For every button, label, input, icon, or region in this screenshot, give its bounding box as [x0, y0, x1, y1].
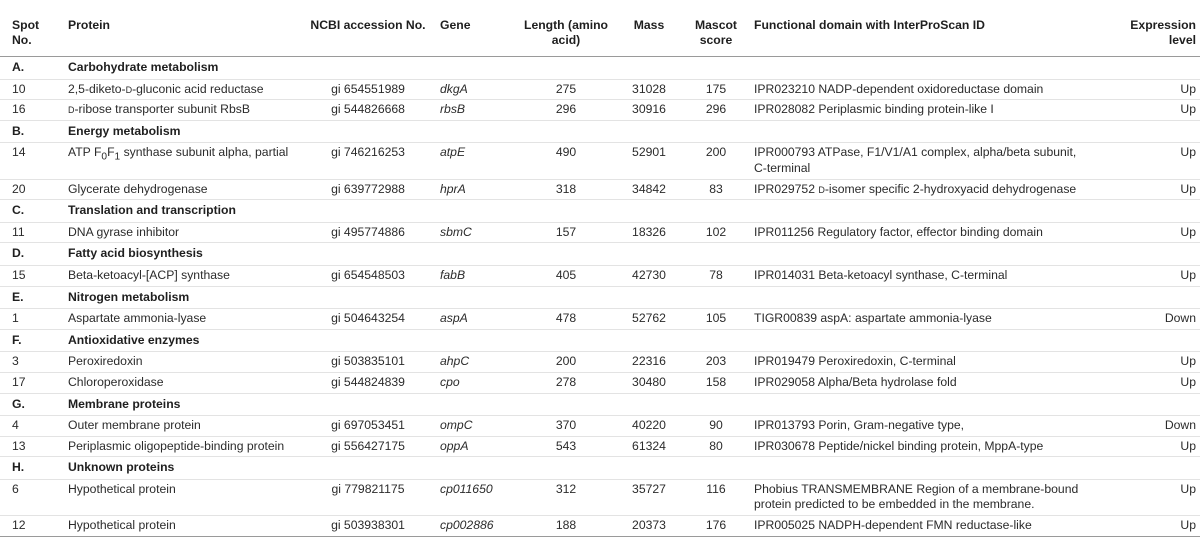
table-row — [0, 516, 1200, 537]
protein-text: Hypothetical protein — [68, 481, 176, 496]
cell-spot: 17 — [12, 374, 26, 389]
cell-gene — [436, 79, 516, 100]
cell-mass: 42730 — [632, 267, 666, 282]
gene-name: rbsB — [440, 102, 466, 117]
table-row — [0, 100, 1200, 121]
protein-text: Beta-ketoacyl-[ACP] synthase — [68, 267, 230, 282]
cell-ncbi: gi 503835101 — [331, 354, 405, 369]
cell-mascot: 102 — [705, 224, 727, 239]
gene-name: oppA — [440, 438, 469, 453]
cell-domain — [750, 265, 1110, 286]
cell-length: 312 — [555, 481, 577, 496]
cell-mascot: 296 — [705, 102, 727, 117]
cell-ncbi: gi 746216253 — [331, 145, 405, 160]
gene-name: atpE — [440, 145, 466, 160]
group-letter: A. — [12, 60, 25, 74]
cell-domain — [750, 516, 1110, 537]
cell-length: 275 — [555, 81, 577, 96]
table-row — [0, 309, 1200, 330]
group-letter: D. — [12, 246, 25, 261]
table-row — [0, 416, 1200, 437]
cell-ncbi: gi 654548503 — [331, 267, 405, 282]
cell-mascot: 116 — [706, 481, 726, 496]
protein-table — [0, 8, 1200, 537]
cell-length: 478 — [555, 311, 577, 326]
gene-name: ompC — [440, 418, 473, 433]
cell-ncbi: gi 779821175 — [331, 481, 405, 496]
cell-domain — [750, 436, 1110, 457]
table-row — [0, 265, 1200, 286]
group-letter: E. — [12, 289, 24, 304]
header-gene: Gene — [440, 18, 471, 32]
cell-spot: 16 — [12, 102, 26, 117]
protein-text: Outer membrane protein — [68, 418, 201, 433]
cell-mascot: 90 — [709, 418, 723, 433]
protein-text: DNA gyrase inhibitor — [68, 224, 180, 239]
cell-expression: Down — [1164, 418, 1196, 433]
cell-domain — [750, 309, 1110, 330]
group-row — [0, 200, 1200, 223]
cell-domain — [750, 222, 1110, 243]
group-row — [0, 393, 1200, 416]
cell-domain — [750, 100, 1110, 121]
protein-text: Glycerate dehydrogenase — [68, 181, 208, 196]
group-letter: C. — [12, 203, 25, 218]
cell-ncbi: gi 697053451 — [331, 418, 405, 433]
domain-text: IPR014031 Beta-ketoacyl synthase, C-terminal — [754, 267, 1008, 282]
group-row — [0, 57, 1200, 80]
group-row — [0, 286, 1200, 309]
cell-expression: Up — [1180, 181, 1196, 196]
domain-text: IPR030678 Peptide/nickel binding protein, MppA-type — [754, 438, 1044, 453]
cell-mass: 31028 — [632, 81, 666, 96]
cell-expression: Up — [1180, 267, 1196, 282]
cell-mass: 18326 — [632, 224, 666, 239]
group-name: Antioxidative enzymes — [68, 332, 200, 347]
cell-protein — [64, 479, 300, 515]
cell-spot: 10 — [12, 81, 26, 96]
protein-text: -gluconic acid reductase — [132, 81, 264, 96]
cell-gene — [436, 352, 516, 373]
group-name: Membrane proteins — [68, 396, 181, 411]
cell-gene — [436, 416, 516, 437]
cell-length: 490 — [555, 145, 577, 160]
cell-gene — [436, 179, 516, 200]
domain-text: IPR029058 Alpha/Beta hydrolase fold — [754, 374, 957, 389]
cell-ncbi: gi 544826668 — [331, 102, 405, 117]
cell-mass: 30480 — [632, 374, 666, 389]
cell-mascot: 78 — [709, 267, 723, 282]
table-row — [0, 79, 1200, 100]
protein-text: 2,5-diketo- — [68, 81, 126, 96]
protein-text: Hypothetical protein — [68, 518, 176, 533]
cell-expression: Up — [1180, 224, 1196, 239]
cell-length: 188 — [555, 518, 577, 533]
cell-spot: 11 — [12, 224, 25, 239]
cell-ncbi: gi 503938301 — [331, 518, 405, 533]
table-row — [0, 179, 1200, 200]
group-row — [0, 120, 1200, 143]
cell-mass: 34842 — [632, 181, 666, 196]
group-row — [0, 243, 1200, 266]
cell-length: 405 — [555, 267, 577, 282]
cell-protein — [64, 372, 300, 393]
protein-text: Aspartate ammonia-lyase — [68, 311, 207, 326]
cell-mascot: 158 — [705, 374, 727, 389]
table-row — [0, 479, 1200, 515]
group-name: Translation and transcription — [68, 203, 236, 218]
group-name: Energy metabolism — [68, 123, 181, 138]
cell-protein — [64, 416, 300, 437]
domain-text: Phobius TRANSMEMBRANE Region of a membrane-bound — [754, 481, 1079, 496]
cell-length: 200 — [555, 354, 577, 369]
gene-name: aspA — [440, 311, 468, 326]
table-row — [0, 436, 1200, 457]
group-row — [0, 329, 1200, 352]
cell-spot: 14 — [12, 145, 26, 160]
cell-length: 157 — [555, 224, 577, 239]
protein-text: -ribose transporter subunit RbsB — [74, 102, 250, 117]
header-row — [0, 8, 1200, 57]
cell-domain — [750, 372, 1110, 393]
protein-text: Periplasmic oligopeptide-binding protein — [68, 438, 285, 453]
group-letter: B. — [12, 123, 25, 138]
cell-mass: 22316 — [632, 354, 666, 369]
domain-text: IPR000793 ATPase, F1/V1/A1 complex, alpha/beta subunit, — [754, 145, 1077, 160]
cell-mass: 40220 — [632, 418, 666, 433]
cell-protein — [64, 436, 300, 457]
cell-protein — [64, 352, 300, 373]
cell-ncbi: gi 654551989 — [331, 81, 405, 96]
cell-mascot: 175 — [705, 81, 727, 96]
group-row — [0, 457, 1200, 480]
header-ncbi: NCBI accession No. — [310, 18, 426, 32]
gene-name: cp002886 — [440, 518, 494, 533]
cell-domain — [750, 79, 1110, 100]
cell-ncbi: gi 544824839 — [331, 374, 405, 389]
gene-name: fabB — [440, 267, 466, 282]
group-name: Fatty acid biosynthesis — [68, 246, 203, 261]
protein-text: ATP F — [68, 145, 102, 160]
cell-mascot: 200 — [705, 145, 727, 160]
domain-text-line2: protein predicted to be embedded in the membrane. — [754, 497, 1035, 512]
domain-text: IPR023210 NADP-dependent oxidoreductase domain — [754, 81, 1044, 96]
header-spot: Spot No. — [12, 18, 40, 47]
protein-text: synthase subunit alpha, partial — [120, 145, 289, 160]
cell-expression: Up — [1180, 145, 1196, 160]
table-row — [0, 222, 1200, 243]
protein-smallcaps: d — [68, 102, 75, 117]
header-protein: Protein — [68, 18, 110, 32]
cell-length: 370 — [555, 418, 577, 433]
cell-mascot: 83 — [709, 181, 723, 196]
cell-length: 296 — [555, 102, 577, 117]
cell-protein — [64, 516, 300, 537]
cell-mass: 52901 — [632, 145, 666, 160]
domain-text: -isomer specific 2-hydroxyacid dehydrogenase — [824, 181, 1077, 196]
cell-mascot: 80 — [709, 438, 723, 453]
cell-ncbi: gi 504643254 — [331, 311, 405, 326]
protein-text: F — [107, 145, 115, 160]
cell-protein — [64, 79, 300, 100]
domain-smallcaps: d — [818, 181, 825, 196]
cell-spot: 13 — [12, 438, 26, 453]
cell-protein — [64, 143, 300, 179]
cell-spot: 3 — [12, 354, 19, 369]
cell-mass: 61324 — [632, 438, 666, 453]
cell-mascot: 105 — [705, 311, 727, 326]
cell-expression: Down — [1164, 311, 1196, 326]
cell-spot: 20 — [12, 181, 26, 196]
table-row — [0, 143, 1200, 179]
cell-mascot: 203 — [705, 354, 727, 369]
table-row — [0, 372, 1200, 393]
domain-text-line2: C-terminal — [754, 160, 811, 175]
cell-ncbi: gi 495774886 — [331, 224, 405, 239]
gene-name: sbmC — [440, 224, 472, 239]
cell-length: 318 — [555, 181, 577, 196]
protein-subscript: 1 — [114, 151, 121, 163]
cell-ncbi: gi 639772988 — [331, 181, 405, 196]
cell-gene — [436, 143, 516, 179]
cell-spot: 4 — [12, 418, 19, 433]
header-expression: Expression level — [1130, 18, 1196, 47]
group-letter: F. — [12, 332, 22, 347]
group-letter: G. — [12, 396, 25, 411]
domain-text: IPR019479 Peroxiredoxin, C-terminal — [754, 354, 956, 369]
cell-domain — [750, 352, 1110, 373]
cell-gene — [436, 265, 516, 286]
domain-text: IPR029752 — [754, 181, 819, 196]
cell-ncbi: gi 556427175 — [331, 438, 405, 453]
cell-gene — [436, 309, 516, 330]
gene-name: cp011650 — [440, 481, 493, 496]
header-mascot: Mascot score — [695, 18, 737, 47]
cell-gene — [436, 479, 516, 515]
cell-expression: Up — [1180, 81, 1196, 96]
protein-text: Peroxiredoxin — [68, 354, 143, 369]
domain-text: IPR013793 Porin, Gram-negative type, — [754, 418, 965, 433]
gene-name: dkgA — [440, 81, 468, 96]
cell-mass: 52762 — [632, 311, 666, 326]
cell-protein — [64, 265, 300, 286]
group-name: Nitrogen metabolism — [68, 289, 190, 304]
cell-mascot: 176 — [705, 518, 727, 533]
gene-name: cpo — [440, 374, 460, 389]
group-letter: H. — [12, 460, 25, 475]
cell-length: 278 — [555, 374, 577, 389]
cell-gene — [436, 436, 516, 457]
domain-text: IPR028082 Periplasmic binding protein-like I — [754, 102, 994, 117]
group-name: Carbohydrate metabolism — [68, 60, 219, 74]
cell-expression: Up — [1180, 374, 1196, 389]
cell-domain — [750, 179, 1110, 200]
cell-protein — [64, 222, 300, 243]
cell-gene — [436, 222, 516, 243]
protein-text: Chloroperoxidase — [68, 374, 164, 389]
header-domain: Functional domain with InterProScan ID — [754, 18, 985, 32]
cell-spot: 12 — [12, 518, 26, 533]
cell-gene — [436, 372, 516, 393]
cell-expression: Up — [1180, 354, 1196, 369]
cell-spot: 6 — [12, 481, 19, 496]
cell-expression: Up — [1180, 438, 1196, 453]
cell-domain — [750, 416, 1110, 437]
cell-domain — [750, 143, 1110, 179]
cell-expression: Up — [1180, 481, 1196, 496]
gene-name: ahpC — [440, 354, 470, 369]
domain-text: TIGR00839 aspA: aspartate ammonia-lyase — [754, 311, 992, 326]
cell-protein — [64, 100, 300, 121]
cell-domain — [750, 479, 1110, 515]
cell-protein — [64, 309, 300, 330]
cell-mass: 35727 — [632, 481, 666, 496]
cell-mass: 20373 — [632, 518, 666, 533]
domain-text: IPR011256 Regulatory factor, effector binding domain — [754, 224, 1043, 239]
cell-expression: Up — [1180, 102, 1196, 117]
cell-expression: Up — [1180, 518, 1196, 533]
cell-gene — [436, 100, 516, 121]
cell-mass: 30916 — [632, 102, 666, 117]
cell-length: 543 — [555, 438, 577, 453]
header-mass: Mass — [633, 18, 665, 32]
gene-name: hprA — [440, 181, 466, 196]
cell-spot: 15 — [12, 267, 26, 282]
header-length: Length (amino acid) — [524, 18, 608, 47]
protein-smallcaps: d — [125, 81, 133, 96]
cell-protein — [64, 179, 300, 200]
domain-text: IPR005025 NADPH-dependent FMN reductase-like — [754, 518, 1032, 533]
cell-gene — [436, 516, 516, 537]
cell-spot: 1 — [12, 311, 19, 326]
group-name: Unknown proteins — [68, 460, 175, 475]
protein-subscript: 0 — [101, 151, 108, 163]
table-row — [0, 352, 1200, 373]
table-body — [0, 57, 1200, 537]
